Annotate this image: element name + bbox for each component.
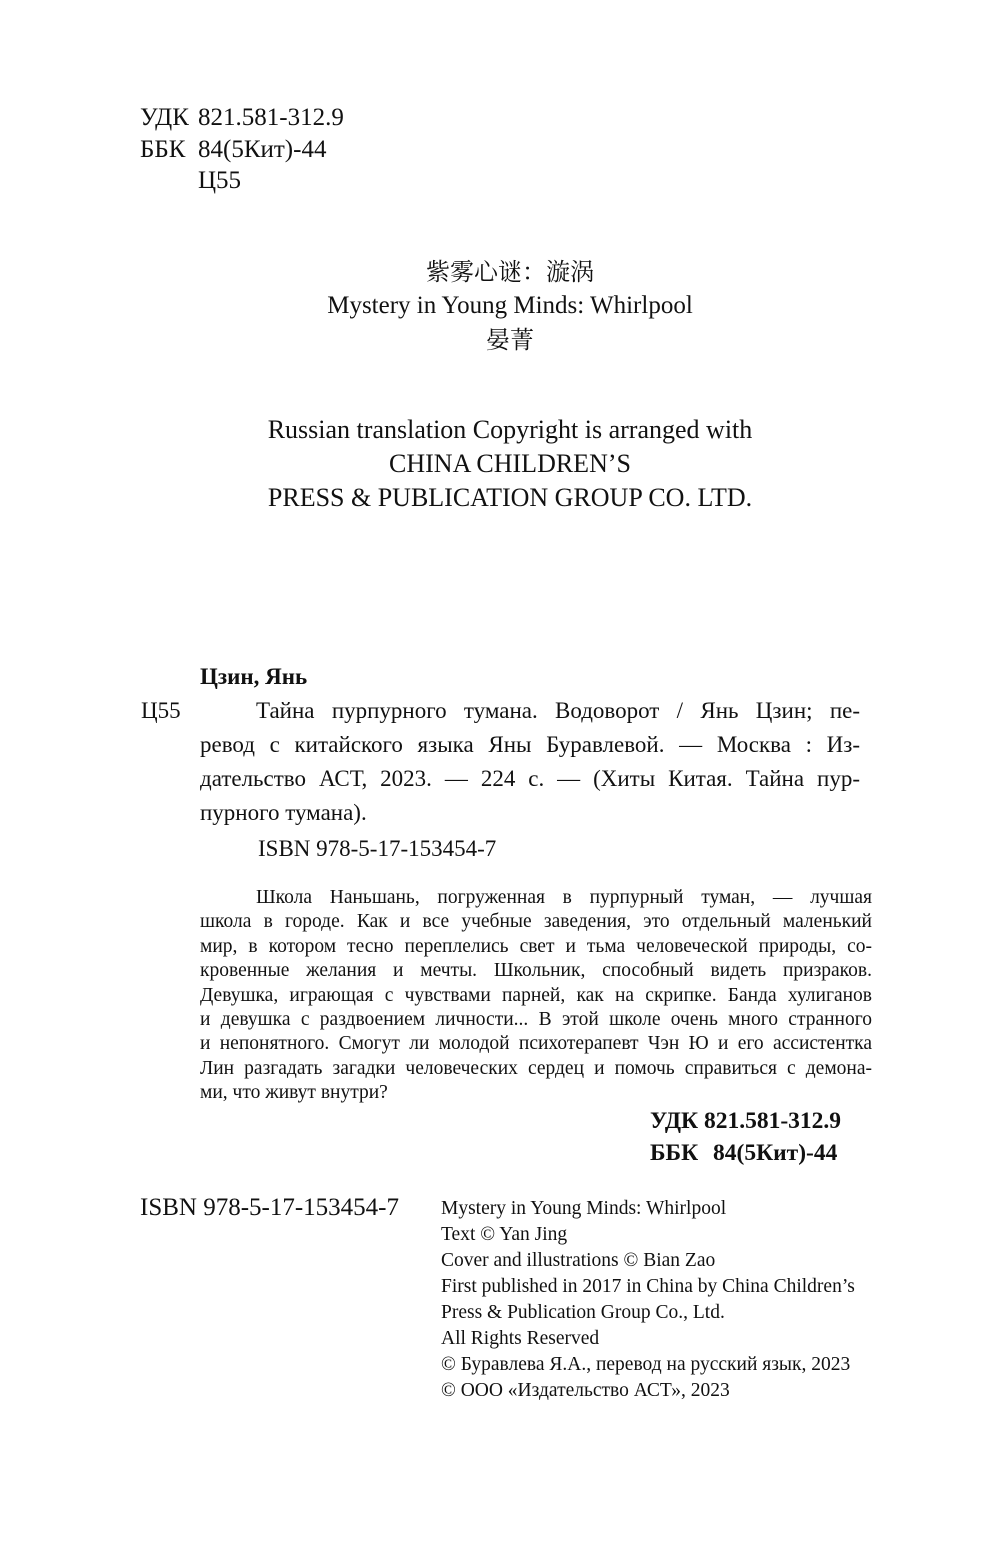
- credit-line: © Буравлева Я.А., перевод на русский язык, 2023: [441, 1354, 851, 1375]
- annotation-line: мир, в котором тесно переплелись свет и тьма человеческой природы, со-: [200, 935, 872, 957]
- copyright-notice: [0, 413, 1000, 515]
- udk-row: [140, 103, 440, 133]
- bib-line: дательство АСТ, 2023. — 224 с. — (Хиты Китая. Тайна пур-: [200, 766, 860, 791]
- imprint-isbn: ISBN 978-5-17-153454-7: [140, 1194, 400, 1221]
- catalog-udk: УДК 821.581-312.9: [650, 1108, 842, 1134]
- annotation-line: Школа Наньшань, погруженная в пурпурный туман, — лучшая: [256, 887, 872, 908]
- catalog-bbk-value: 84(5Кит)-44: [713, 1140, 838, 1166]
- annotation-line: и девушка с раздвоением личности... В этой школе очень много странного: [200, 1008, 872, 1030]
- english-title: Mystery in Young Minds: Whirlpool: [327, 292, 693, 319]
- annotation-line: ми, что живут внутри?: [200, 1082, 388, 1104]
- annotation: [200, 886, 872, 1106]
- bbk-value: 84(5Кит)-44: [198, 136, 327, 163]
- credit-line: Text © Yan Jing: [441, 1224, 568, 1245]
- catalog-author-mark: Ц55: [141, 698, 181, 723]
- annotation-line: Лин разгадать загадки человеческих сердец и помочь справиться с демона-: [200, 1057, 872, 1079]
- annotation-line: и непонятного. Смогут ли молодой психотерапевт Чэн Ю и его ассистентка: [200, 1033, 872, 1055]
- catalog-bbk-row: [650, 1136, 870, 1170]
- credit-line: First published in 2017 in China by China Children’s: [441, 1276, 855, 1297]
- credit-line: © ООО «Издательство АСТ», 2023: [441, 1380, 730, 1401]
- copyright-line: PRESS & PUBLICATION GROUP CO. LTD.: [267, 483, 753, 512]
- author-mark-header: Ц55: [198, 167, 242, 194]
- catalog-author-heading: Цзин, Янь: [200, 664, 308, 689]
- annotation-line: кровенные желания и мечты. Школьник, способный видеть призраков.: [200, 960, 872, 982]
- credit-line: Press & Publication Group Co., Ltd.: [441, 1302, 725, 1323]
- bib-line: пурного тумана).: [200, 800, 367, 825]
- copyright-line: CHINA CHILDREN’S: [389, 449, 631, 478]
- imprint-credits: [441, 1196, 855, 1404]
- chinese-title: 紫雾心谜：漩涡: [426, 258, 594, 286]
- bib-line: Тайна пурпурного тумана. Водоворот / Янь Цзин; пе-: [256, 698, 860, 723]
- title-block: [0, 255, 1000, 357]
- copyright-line: Russian translation Copyright is arranged with: [267, 415, 753, 444]
- bib-line: ревод с китайского языка Яны Буравлевой. — Москва : Из-: [200, 732, 860, 757]
- bbk-row: [140, 135, 440, 165]
- annotation-line: Девушка, играющая с чувствами парней, как на скрипке. Банда хулиганов: [200, 984, 872, 1006]
- chinese-author: 晏菁: [486, 326, 534, 354]
- catalog-isbn: ISBN 978-5-17-153454-7: [258, 836, 497, 861]
- udk-value: 821.581-312.9: [198, 104, 344, 131]
- credit-line: All Rights Reserved: [441, 1328, 600, 1349]
- bbk-label: ББК: [140, 136, 186, 163]
- annotation-line: школа в городе. Как и все учебные заведения, это отдельный маленький: [200, 911, 872, 933]
- bibliographic-description: [200, 694, 860, 830]
- udk-label: УДК: [140, 104, 189, 131]
- credit-line: Mystery in Young Minds: Whirlpool: [441, 1198, 727, 1219]
- catalog-bbk-label: ББК: [650, 1140, 699, 1166]
- credit-line: Cover and illustrations © Bian Zao: [441, 1250, 716, 1271]
